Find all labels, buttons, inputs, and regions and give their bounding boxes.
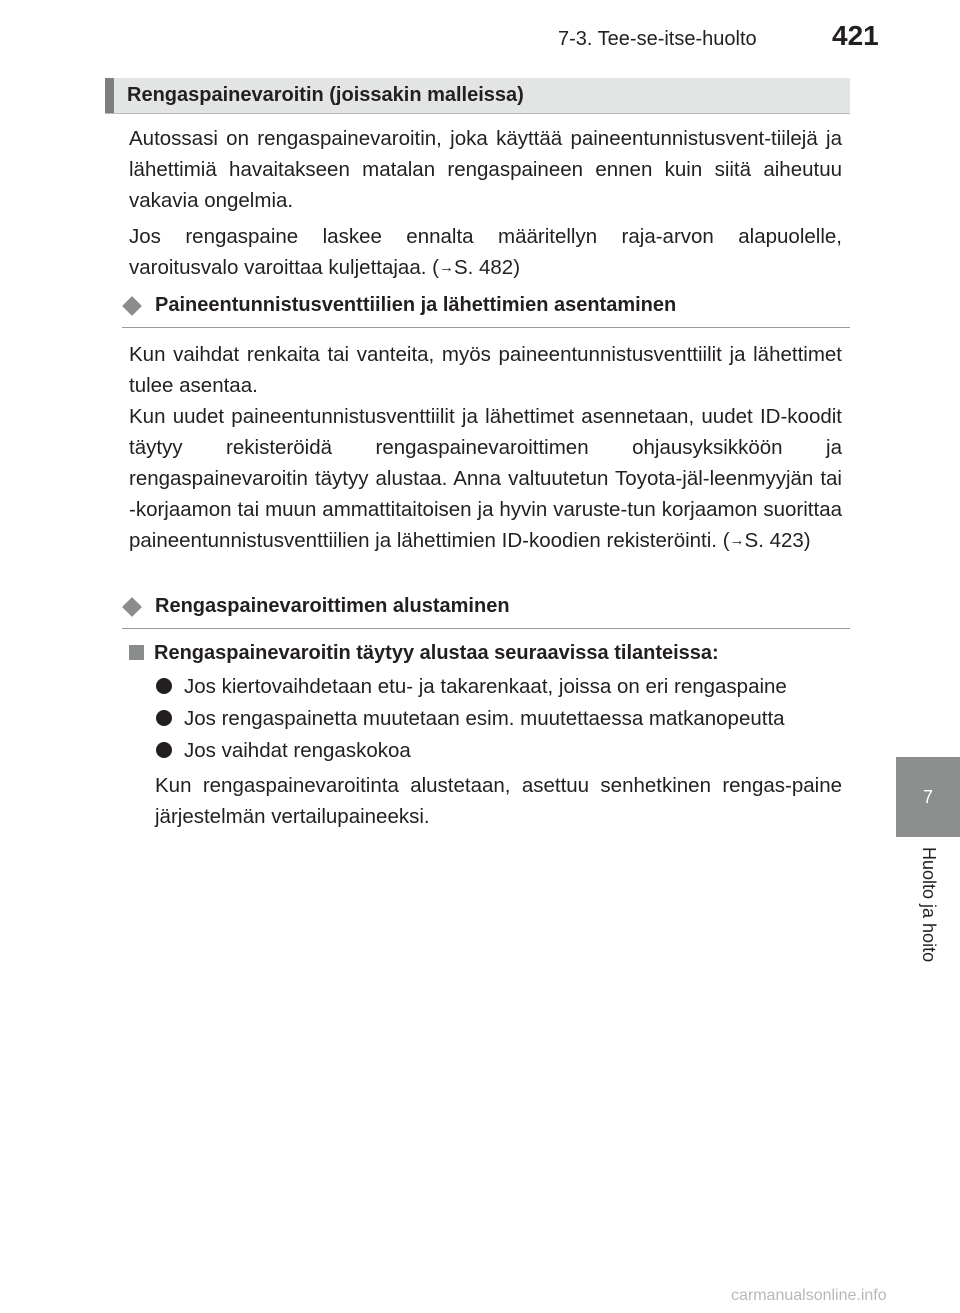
list-item-text: Jos vaihdat rengaskokoa	[184, 739, 411, 762]
bullet-icon	[156, 678, 172, 694]
list-item	[156, 739, 411, 763]
chapter-title: Huolto ja hoito	[919, 847, 939, 963]
arrow-right-icon: →	[438, 259, 454, 276]
list-item-text: Jos rengaspainetta muutetaan esim. muutettaessa matkanopeutta	[184, 707, 785, 730]
bullet-icon	[156, 710, 172, 726]
section-heading-text: Rengaspainevaroittimen alustaminen	[155, 595, 510, 617]
installation-paragraph-1: Kun vaihdat renkaita tai vanteita, myös paineentunnistusventtiilit ja lähettimet tulee asentaa.	[129, 343, 842, 397]
installation-paragraph-2	[129, 401, 842, 556]
watermark: carmanualsonline.info	[731, 1287, 887, 1304]
topic-title: Rengaspainevaroitin (joissakin malleissa)	[127, 84, 524, 106]
initialization-note: Kun rengaspainevaroitinta alustetaan, asettuu senhetkinen rengas-paine järjestelmän vertailupaineeksi.	[155, 774, 842, 828]
chapter-tab	[896, 757, 960, 837]
installation-paragraph-2-text: Kun uudet paineentunnistusventtiilit ja lähettimet asennetaan, uudet ID-koodit täytyy rekisteröidä rengaspainevaroittimen ohjausyksikköön ja rengaspainevaroitin täytyy alustaa. Anna valtuutetun Toyota-jäl-leenmyyjän tai -korjaamon tai muun ammattitaitoisen ja hyvin varuste-tun korjaamon suorittaa paineentunnistusventtiilien ja lähettimien ID-koodien rekisteröinti. (	[129, 405, 842, 552]
square-bullet-icon	[129, 645, 144, 660]
diamond-icon	[122, 597, 142, 617]
chapter-label	[896, 837, 960, 987]
chapter-number: 7	[922, 786, 933, 807]
diamond-icon	[122, 296, 142, 316]
title-accent-bar	[105, 78, 114, 113]
section-heading-installation	[122, 294, 850, 328]
page-reference: S. 482)	[453, 256, 521, 279]
section-heading-text: Paineentunnistusventtiilien ja lähettimien asentaminen	[155, 294, 677, 316]
list-item	[156, 675, 787, 699]
subheading-text: Rengaspainevaroitin täytyy alustaa seuraavissa tilanteissa:	[154, 642, 719, 664]
subheading-situations	[129, 642, 719, 665]
intro-paragraph-2-text: Jos rengaspaine laskee ennalta määritellyn raja-arvon alapuolelle, varoitusvalo varoittaa kuljettajaa. (	[129, 225, 842, 279]
intro-paragraph-2	[129, 221, 842, 283]
topic-title-box	[105, 78, 850, 114]
page-number: 421	[832, 20, 879, 51]
intro-paragraph-1: Autossasi on rengaspainevaroitin, joka käyttää paineentunnistusvent-tiilejä ja lähettimiä havaitakseen matalan rengaspaineen ennen kuin siitä aiheutuu vakavia ongelmia.	[129, 127, 842, 212]
bullet-icon	[156, 742, 172, 758]
section-heading-initialization	[122, 595, 850, 629]
section-title: 7-3. Tee-se-itse-huolto	[558, 28, 757, 50]
arrow-right-icon: →	[729, 532, 745, 549]
page-reference: S. 423)	[744, 529, 811, 552]
list-item-text: Jos kiertovaihdetaan etu- ja takarenkaat, joissa on eri rengaspaine	[184, 675, 787, 698]
list-item	[156, 707, 785, 731]
